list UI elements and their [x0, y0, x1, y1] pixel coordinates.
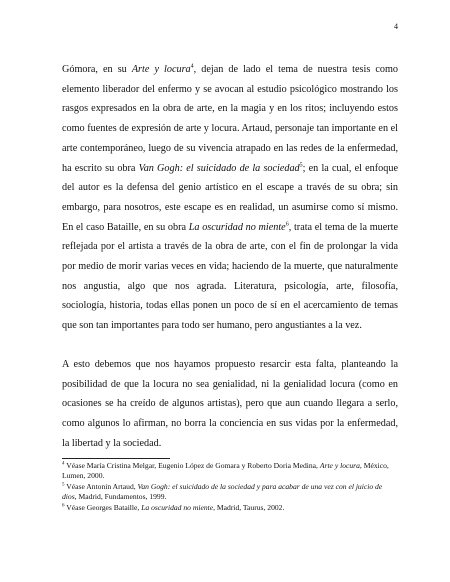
text-run: , Madrid, Taurus, 2002.: [213, 502, 285, 512]
footnote-5: [62, 482, 398, 503]
footnote-separator: [62, 458, 170, 459]
footnote-ref: 6: [285, 221, 289, 228]
text-run: Véase Antonin Artaud,: [64, 481, 138, 491]
italic-title: La oscuridad no miente: [141, 502, 214, 512]
page-number: 4: [394, 22, 398, 31]
footnote-ref: 5: [62, 482, 65, 488]
text-run: , trata el tema de la muerte reflejada por el artista a través de la obra de arte, con el fin de prolongar la vida por medio de morir varias veces en vida; haciendo de la muerte, que naturalmente nos angustia, algo que nos agrada. Literatura, psicología, arte, filosofía, sociología, historia, todas ellas ponen un poco de sí en el acercamiento de temas que son tan importantes para todo ser humano, pero angustiantes a la vez.: [62, 221, 399, 332]
text-run: , México, Lumen, 2000.: [62, 461, 389, 481]
italic-title: Van Gogh: el suicidado de la sociedad: [138, 162, 300, 174]
italic-title: Van Gogh: el suicidado de la sociedad y para acabar de una vez con el juicio de dios: [62, 481, 383, 502]
text-run: , dejan de lado el tema de nuestra tesis como elemento liberador del enfermo y se avocan al estudio psicológico mostrando los rasgos expresados en la obra de arte, en la magia y en los ritos; incluyendo estos como fuentes de expresión de arte y locura. Artaud, personaje tan importante en el arte contemporáneo, luego de su vivencia atrapado en las redes de la enfermedad, ha escrito su obra: [62, 64, 398, 174]
footnote-ref: 6: [62, 503, 65, 509]
footnote-ref: 4: [190, 63, 194, 70]
body-paragraph-1: [62, 60, 398, 336]
footnote-6: [62, 503, 398, 513]
footnote-4: [62, 461, 398, 482]
footnotes: [62, 461, 398, 513]
body-paragraph-2: [62, 355, 398, 454]
text-run: Véase María Cristina Melgar, Eugenio López de Gomara y Roberto Doria Medina,: [64, 461, 320, 470]
text-run: , Madrid, Fundamentos, 1999.: [74, 492, 167, 502]
italic-title: Arte y locura: [319, 461, 360, 470]
footnote-ref: 4: [62, 461, 65, 467]
text-run: Gómora, en su: [62, 64, 132, 75]
italic-title: Arte y locura: [131, 64, 191, 75]
text-run: Véase Georges Bataille,: [64, 502, 142, 512]
text-run: A esto debemos que nos hayamos propuesto resarcir esta falta, planteando la posibilidad de que la locura no sea genialidad, ni la genialidad locura (como en ocasiones se ha creído de algunos artistas), pero que aun cuando llegara a serlo, como algunos lo afirman, no borra la conciencia en sus vidas por la enfermedad, la libertad y la sociedad.: [62, 359, 398, 449]
text-run: ; en la cual, el enfoque del autor es la defensa del genio artístico en el escape a través de su obra; sin embargo, para nosotros, este escape es en realidad, un asumirse como sí mismo. En el caso Bataille, en su obra: [62, 162, 398, 233]
italic-title: La oscuridad no miente: [188, 221, 286, 233]
footnote-ref: 5: [299, 162, 303, 169]
